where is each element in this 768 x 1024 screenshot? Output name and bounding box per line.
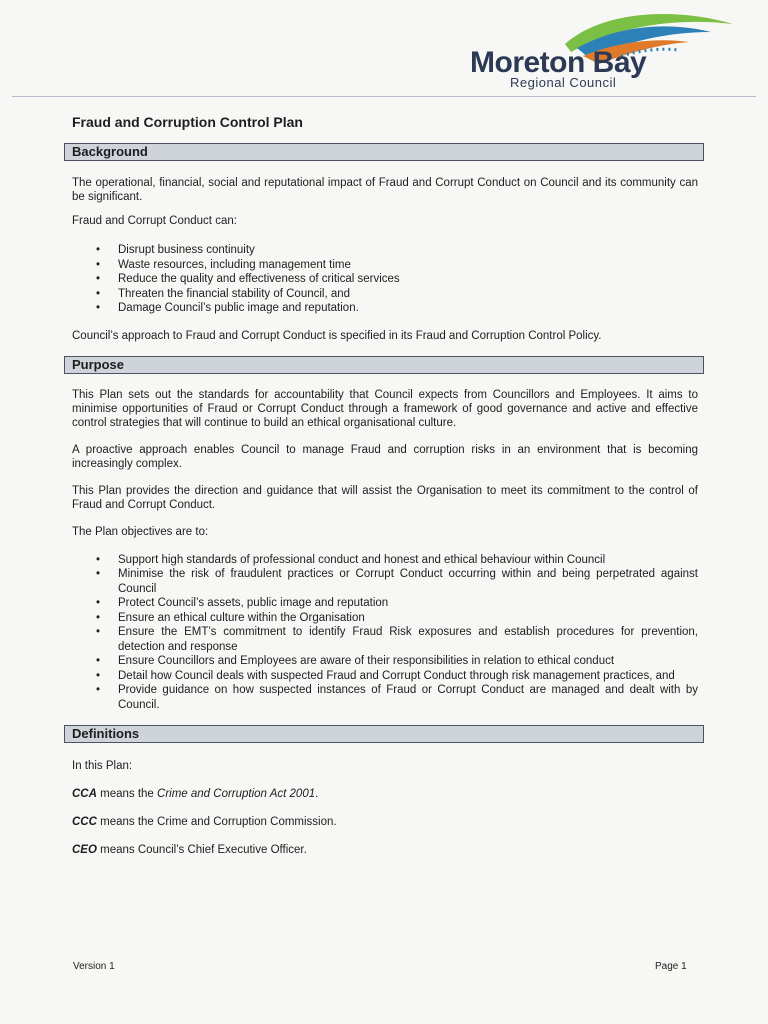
background-list xyxy=(72,243,698,316)
definition-text: means the xyxy=(96,788,158,800)
background-paragraph: The operational, financial, social and reputational impact of Fraud and Corrupt Conduct on Council and its community can be significant. xyxy=(72,177,698,203)
section-heading-definitions: Definitions xyxy=(64,725,704,743)
list-item: • Detail how Council deals with suspected Fraud and Corrupt Conduct through risk management practices, and xyxy=(118,669,698,684)
purpose-objectives-list xyxy=(72,553,698,713)
list-item: • Waste resources, including management time xyxy=(118,258,698,273)
definition-text: means Council’s Chief Executive Officer. xyxy=(96,844,307,856)
list-item: • Protect Council’s assets, public image and reputation xyxy=(118,596,698,611)
definition-reference: Crime and Corruption Act 2001 xyxy=(157,788,316,800)
definition-text: means the Crime and Corruption Commission. xyxy=(96,816,337,828)
definition-text: . xyxy=(315,788,319,800)
list-item: • Disrupt business continuity xyxy=(118,243,698,258)
purpose-paragraph: A proactive approach enables Council to manage Fraud and corruption risks in an environment that is becoming increasingly complex. xyxy=(72,443,698,470)
list-item: • Ensure the EMT’s commitment to identify Fraud Risk exposures and establish procedures for prevention, detection and response xyxy=(118,625,698,654)
council-logo xyxy=(466,8,736,88)
definition-term: CEO xyxy=(72,844,97,856)
definition-term: CCA xyxy=(72,788,97,800)
header-divider xyxy=(12,96,756,97)
footer-page-number: Page 1 xyxy=(655,961,687,972)
purpose-paragraph: This Plan provides the direction and guidance that will assist the Organisation to meet its commitment to the control of Fraud and Corrupt Conduct. xyxy=(72,484,698,511)
list-item: • Ensure an ethical culture within the Organisation xyxy=(118,611,698,626)
list-item: • Reduce the quality and effectiveness of critical services xyxy=(118,272,698,287)
definition-item xyxy=(72,787,698,801)
section-heading-purpose: Purpose xyxy=(64,356,704,374)
logo-sub-text: Regional Council xyxy=(510,75,617,90)
document-title: Fraud and Corruption Control Plan xyxy=(72,114,303,130)
definitions-intro: In this Plan: xyxy=(72,760,133,772)
section-heading-background: Background xyxy=(64,143,704,161)
list-item: • Damage Council’s public image and reputation. xyxy=(118,301,698,316)
list-item: • Minimise the risk of fraudulent practices or Corrupt Conduct occurring within and being perpetrated against Council xyxy=(118,567,698,596)
definition-item xyxy=(72,815,698,829)
purpose-paragraph: This Plan sets out the standards for accountability that Council expects from Councillors and Employees. It aims to minimise opportunities of Fraud or Corrupt Conduct through a framework of good governance and active and effective control strategies that will continue to build an ethical organisational culture. xyxy=(72,388,698,429)
footer-version: Version 1 xyxy=(73,961,115,972)
definition-term: CCC xyxy=(72,816,97,828)
list-item: • Provide guidance on how suspected instances of Fraud or Corrupt Conduct are managed and dealt with by Council. xyxy=(118,683,698,712)
background-paragraph: Council’s approach to Fraud and Corrupt Conduct is specified in its Fraud and Corruption Control Policy. xyxy=(72,329,602,342)
purpose-paragraph: The Plan objectives are to: xyxy=(72,525,209,538)
definition-item xyxy=(72,843,698,857)
background-paragraph: Fraud and Corrupt Conduct can: xyxy=(72,215,237,227)
list-item: • Support high standards of professional conduct and honest and ethical behaviour within Council xyxy=(118,553,698,568)
logo-main-text: Moreton Bay xyxy=(470,46,647,79)
list-item: • Ensure Councillors and Employees are aware of their responsibilities in relation to ethical conduct xyxy=(118,654,698,669)
list-item: • Threaten the financial stability of Council, and xyxy=(118,287,698,302)
document-body xyxy=(72,114,698,857)
